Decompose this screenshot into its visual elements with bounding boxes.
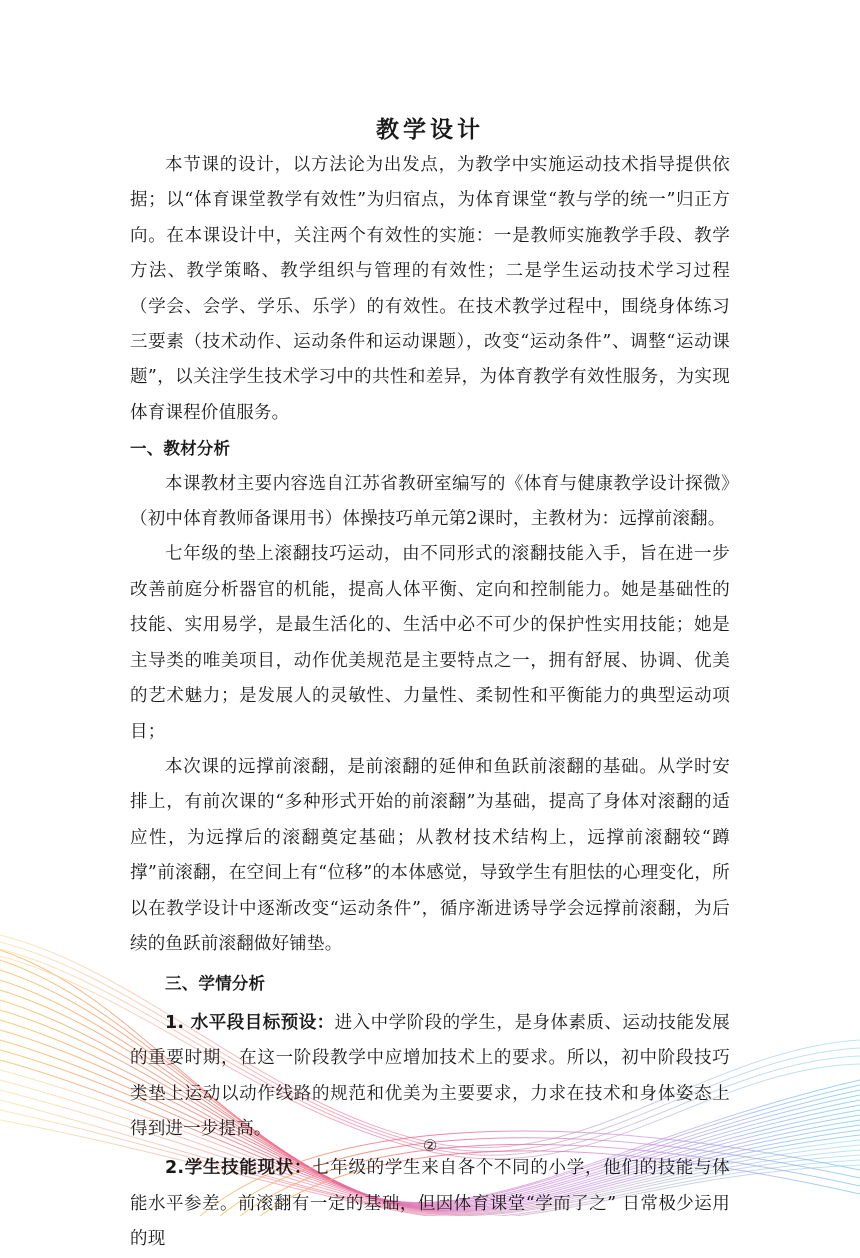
intro-paragraph: 本节课的设计，以方法论为出发点，为教学中实施运动技术指导提供依据；以“体育课堂教学有效性”为归宿点，为体育课堂“教与学的统一”归正方向。在本课设计中，关注两个有效性的实施：一是教师实施教学手段、教学方法、教学策略、教学组织与管理的有效性；二是学生运动技术学习过程（学会、会学、学乐、乐学）的有效性。在技术教学过程中，围绕身体练习三要素（技术动作、运动条件和运动课题），改变“运动条件”、调整“运动课题”，以关注学生技术学习中的共性和差异，为体育教学有效性服务，为实现体育课程价值服务。: [130, 155, 730, 423]
section-heading-textbook-analysis: 一、教材分析: [130, 439, 231, 459]
student-item-1-text: 进入中学阶段的学生，是身体素质、运动技能发展的重要时期，在这一阶段教学中应增加技术上的要求。所以，初中阶段技巧类垫上运动以动作线路的规范和优美为主要要求，力求在技术和身体姿态上得到进一步提高。: [130, 1012, 730, 1139]
student-item-2-label: 2.学生技能现状：: [165, 1158, 313, 1179]
student-item-2-text: 七年级的学生来自各个不同的小学，他们的技能与体能水平参差。前滚翻有一定的基础，但因体育课堂“学而了之” 日常极少运用的现: [130, 1158, 730, 1250]
page-number: ②: [422, 1136, 438, 1155]
student-item-2: [130, 1151, 730, 1257]
textbook-paragraph-3: 本次课的远撑前滚翻，是前滚翻的延伸和鱼跃前滚翻的基础。从学时安排上，有前次课的“多种形式开始的前滚翻”为基础，提高了身体对滚翻的适应性，为远撑后的滚翻奠定基础；从教材技术结构上，远撑前滚翻较“蹲撑”前滚翻，在空间上有“位移”的本体感觉，导致学生有胆怯的心理变化，所以在教学设计中逐渐改变“运动条件”，循序渐进诱导学会远撑前滚翻，为后续的鱼跃前滚翻做好铺垫。: [130, 756, 730, 954]
document-body: [130, 112, 730, 1258]
section-heading-student-analysis: 三、学情分析: [165, 974, 266, 994]
student-item-1-label: 1. 水平段目标预设：: [165, 1012, 335, 1033]
textbook-paragraph-1: 本课教材主要内容选自江苏省教研室编写的《体育与健康教学设计探微》（初中体育教师备课用书）体操技巧单元第2课时，主教材为：远撑前滚翻。: [130, 473, 730, 530]
textbook-paragraph-2: 七年级的垫上滚翻技巧运动，由不同形式的滚翻技能入手，旨在进一步改善前庭分析器官的机能，提高人体平衡、定向和控制能力。她是基础性的技能、实用易学，是最生活化的、生活中必不可少的保护性实用技能；她是主导类的唯美项目，动作优美规范是主要特点之一，拥有舒展、协调、优美的艺术魅力；是发展人的灵敏性、力量性、柔韧性和平衡能力的典型运动项目；: [130, 544, 730, 742]
student-item-1: [130, 1006, 730, 1148]
document-title: 教学设计: [376, 117, 484, 143]
